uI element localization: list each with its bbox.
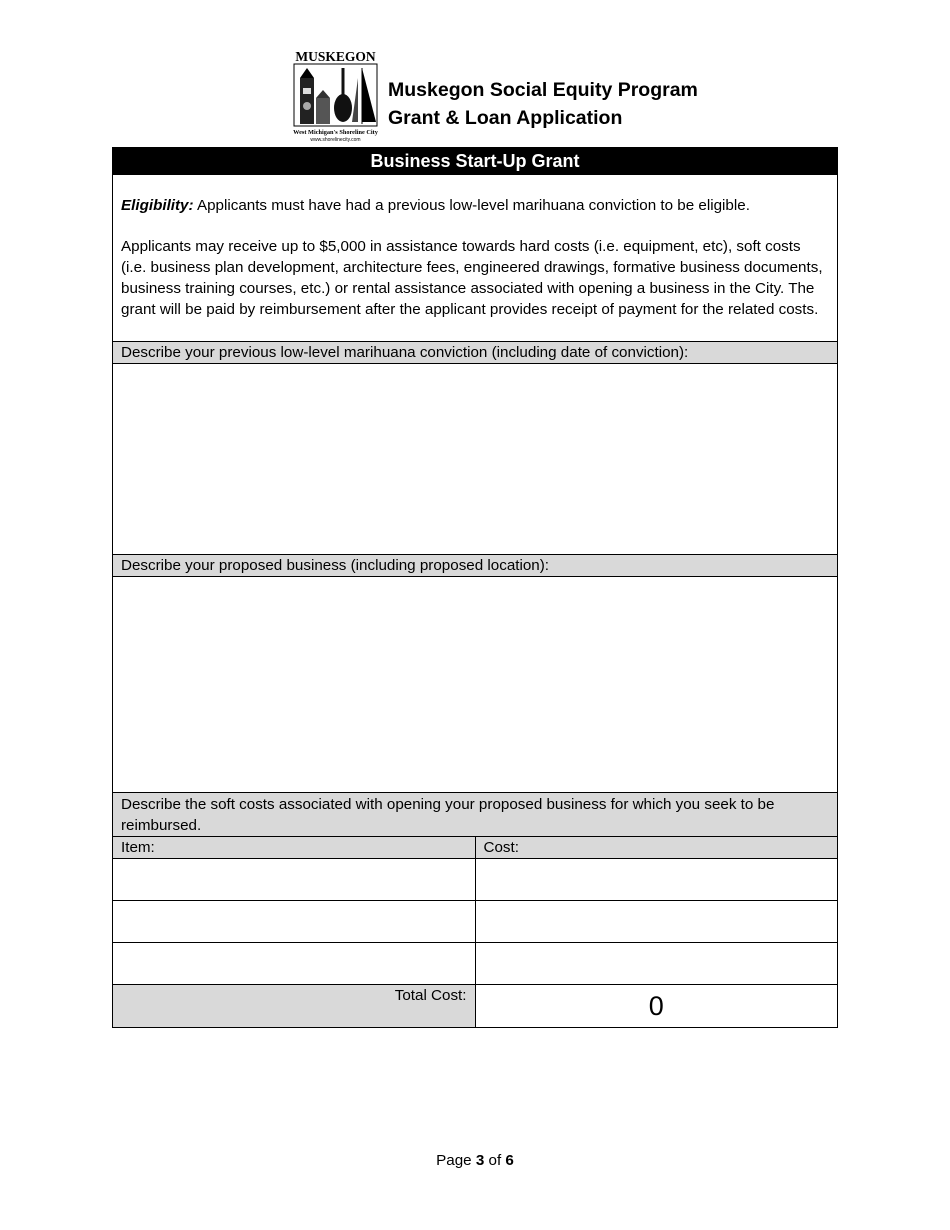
title-block: [388, 76, 788, 132]
table-row: [113, 901, 837, 943]
total-cost-label: Total Cost:: [113, 985, 475, 1028]
page-footer: [0, 1152, 950, 1169]
soft-costs-table: [113, 837, 837, 1027]
total-cost-value: 0: [475, 985, 837, 1028]
program-title: Muskegon Social Equity Program: [388, 79, 698, 101]
soft-costs-question-label: Describe the soft costs associated with opening your proposed business for which you seek to be reimbursed.: [113, 793, 837, 837]
grant-form: [112, 147, 838, 1028]
muskegon-logo: [292, 48, 379, 142]
table-header-row: [113, 837, 837, 859]
eligibility-text: Applicants must have had a previous low-level marihuana conviction to be eligible.: [193, 197, 750, 214]
svg-text:www.shorelinecity.com: www.shorelinecity.com: [310, 137, 361, 142]
svg-text:West Michigan's Shoreline City: West Michigan's Shoreline City: [293, 129, 378, 136]
description-paragraph: Applicants may receive up to $5,000 in assistance towards hard costs (i.e. equipment, etc), soft costs (i.e. business plan development, architecture fees, engineered drawings, formative business documents, business training courses, etc.) or rental assistance associated with opening a business in the City. The grant will be paid by reimbursement after the applicant provides receipt of payment for the related costs.: [121, 238, 823, 318]
eligibility-paragraph: [121, 195, 829, 216]
item-input[interactable]: [113, 859, 475, 901]
table-row: [113, 943, 837, 985]
conviction-answer-field[interactable]: [113, 364, 837, 555]
page-current: 3: [475, 1152, 485, 1169]
cost-input[interactable]: [475, 859, 837, 901]
page-total: 6: [505, 1152, 514, 1169]
business-answer-field[interactable]: [113, 577, 837, 793]
item-input[interactable]: [113, 943, 475, 985]
cost-input[interactable]: [475, 901, 837, 943]
application-title: Grant & Loan Application: [388, 107, 623, 129]
svg-text:MUSKEGON: MUSKEGON: [295, 49, 376, 64]
business-question-label: Describe your proposed business (including proposed location):: [113, 555, 837, 577]
section-title: Business Start-Up Grant: [113, 148, 837, 175]
item-column-header: Item:: [113, 837, 475, 859]
section-intro: [113, 175, 837, 342]
conviction-question-label: Describe your previous low-level marihuana conviction (including date of conviction):: [113, 342, 837, 364]
cost-input[interactable]: [475, 943, 837, 985]
table-row: [113, 859, 837, 901]
page-prefix: Page: [436, 1152, 476, 1169]
cost-column-header: Cost:: [475, 837, 837, 859]
total-row: [113, 985, 837, 1028]
eligibility-label: Eligibility:: [121, 197, 194, 214]
item-input[interactable]: [113, 901, 475, 943]
page-of: of: [484, 1152, 506, 1169]
